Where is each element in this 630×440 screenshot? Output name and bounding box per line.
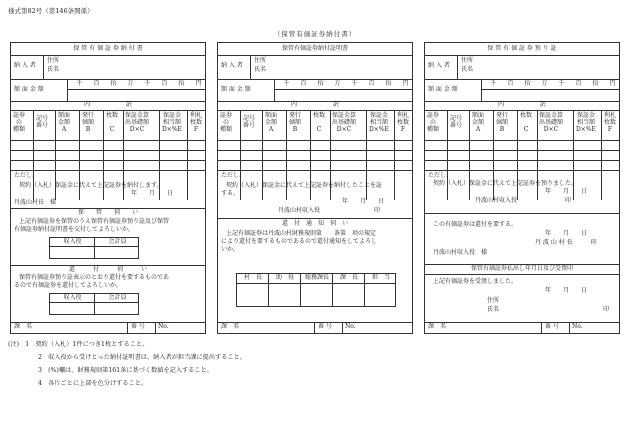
return-title: 還 付 伺 い <box>68 266 147 273</box>
number-label: 番 号 <box>131 323 145 330</box>
col-issue: 発行 価額 B <box>289 112 302 133</box>
digit-headers: 千 百 拾 万 千 百 拾 円 <box>490 80 616 87</box>
payer-label: 納 入 者 <box>14 62 36 69</box>
tadashi-text: ただし、 <box>14 172 39 179</box>
col-interest: 利札 枚数 F <box>604 112 617 133</box>
address-label: 住所 <box>47 57 60 64</box>
col-count: 枚数 C <box>313 112 326 133</box>
tadashi-text: ただし、 <box>221 172 246 179</box>
mayor-signature: 丹 波 山 村 長 印 <box>535 239 597 246</box>
kamei-label: 課 名 <box>221 323 240 330</box>
seal-mark: 印 <box>603 306 610 313</box>
number-label: 番 号 <box>318 323 332 330</box>
col-interest: 利札 枚数 F <box>190 112 203 133</box>
col-face: 額面 金額 A <box>58 112 71 133</box>
col-count: 枚数 C <box>520 112 533 133</box>
payer-label: 納 入 者 <box>428 62 450 69</box>
addressee: 丹波山村収入役 様 <box>433 249 488 256</box>
digit-headers: 千 百 拾 万 千 百 拾 円 <box>76 80 202 87</box>
payout-title: 保管有価証券払出し年月日及び受領印 <box>470 265 573 272</box>
return-notice-text-2: により還付を要するものであるので還付通知をしてよろし <box>221 238 378 245</box>
panel-deposit-slip <box>10 42 206 334</box>
kamei-label: 課 名 <box>428 323 447 330</box>
custody-text-1: 上記有価証券を保管のうえ保管有価証券預り証及び保管 <box>19 218 170 225</box>
number-label: 番 号 <box>545 323 559 330</box>
return-notice-title: 還 付 通 知 伺 い <box>281 220 348 227</box>
address-label: 住所 <box>254 57 267 64</box>
return-text-1: 保管有価証券預り証表示のとおり還付を要するものであ <box>19 274 170 281</box>
col-count: 枚数 C <box>106 112 119 133</box>
date-line: 年 月 日 <box>131 190 174 197</box>
no-label: No. <box>572 323 583 330</box>
col-type: 証券 の 種類 <box>427 112 440 133</box>
breakdown-label: 内 訳 <box>83 101 132 108</box>
col-face: 額面 金額 A <box>472 112 485 133</box>
col-equiv: 保証金 相当額 D×%E <box>369 112 389 133</box>
mayor-name: 丹波山村長 様 <box>14 199 57 206</box>
col-face: 額面 金額 A <box>265 112 278 133</box>
treasurer-signature: 丹波山村収入役 印 <box>475 197 572 204</box>
amount-label: 額 面 金 額 <box>221 86 251 93</box>
return-text-2: るので有価証券を還付してよろしいか。 <box>14 282 123 289</box>
recipient-address: 住所 <box>487 297 500 304</box>
amount-label: 額 面 金 額 <box>428 86 458 93</box>
name-label: 氏名 <box>461 66 474 73</box>
amount-label: 額 面 金 額 <box>14 86 44 93</box>
deposit-statement: 契約（入札）保証金に代えて上記証券を納付します。 <box>19 182 163 189</box>
address-label: 住所 <box>461 57 474 64</box>
approval-stamp-table: 村 長 助 役 総務課長 課 長 担 当 <box>236 273 396 307</box>
treasurer-signature: 丹波山村収入役 印 <box>278 207 381 214</box>
date-line: 年 月 日 <box>545 188 588 195</box>
col-issue: 発行 価額 B <box>82 112 95 133</box>
panel-title: 保管有価証券納付証明書 <box>281 45 348 52</box>
panel-payment-certificate <box>217 42 413 334</box>
payer-label: 納 入 者 <box>221 62 243 69</box>
col-type: 証券 の 種類 <box>13 112 26 133</box>
no-label: No. <box>345 323 356 330</box>
received-text: 上記有価証券を受領しました。 <box>433 278 518 285</box>
note-3: 3 (%)欄は、財務規則第161条に基づく数値を記入すること。 <box>38 367 213 374</box>
no-label: No. <box>158 323 169 330</box>
kamei-label: 課 名 <box>14 323 33 330</box>
date-line-2: 年 月 日 <box>545 230 588 237</box>
col-interest: 利札 枚数 F <box>397 112 410 133</box>
name-label: 氏名 <box>254 66 267 73</box>
certificate-statement-1: 契約（入札）保証金に代えて上記証券を納付したことを証 <box>226 182 383 189</box>
col-issue: 発行 価額 B <box>496 112 509 133</box>
date-line-3: 年 月 日 <box>545 287 588 294</box>
custody-approval-box: 収入役 会計員 <box>49 237 139 259</box>
panel-title: 保 管 有 価 証 券 納 付 書 <box>73 45 143 52</box>
return-required-text: この有価証券は還付を要する。 <box>433 221 518 228</box>
breakdown-label: 内 訳 <box>497 101 546 108</box>
breakdown-label: 内 訳 <box>290 101 339 108</box>
recipient-name: 氏名 <box>487 306 500 313</box>
col-equiv: 保証金 相当額 D×%E <box>162 112 182 133</box>
return-notice-text-1: 上記有価証券は丹波山村財務規則第 条第 項の規定 <box>226 230 377 237</box>
form-title: （保管有価証券納付書） <box>273 30 357 38</box>
custody-text-2: 有価証券納付証明書を交付してよろしいか。 <box>14 226 135 233</box>
col-calc: 保証金算 出基礎額 D×C <box>332 112 357 133</box>
col-calc: 保証金算 出基礎額 D×C <box>539 112 564 133</box>
note-4: 4 各片ごとに上部を色分けすること。 <box>38 380 148 387</box>
return-notice-text-3: いか。 <box>221 246 240 253</box>
return-approval-box: 収入役 会計員 <box>49 293 139 315</box>
receipt-statement: 契約（入札）保証金に代えて上記証券を預りました。 <box>433 180 578 187</box>
note-1: (注) 1 契約（入札）1件につき1枚とすること。 <box>8 341 149 348</box>
digit-headers: 千 百 拾 万 千 百 拾 円 <box>283 80 409 87</box>
col-symbol: 記号 番号 <box>243 115 256 129</box>
tadashi-text: ただし、 <box>428 172 453 179</box>
panel-custody-receipt <box>424 42 620 334</box>
form-number: 様式第82号（第146条関係） <box>8 7 94 15</box>
panel-title: 保 管 有 価 証 券 預 り 証 <box>487 45 557 52</box>
name-label: 氏名 <box>47 66 60 73</box>
col-type: 証券 の 種類 <box>220 112 233 133</box>
date-line: 年 月 日 <box>342 198 385 205</box>
certificate-statement-2: する。 <box>221 190 240 197</box>
col-calc: 保証金算 出基礎額 D×C <box>125 112 150 133</box>
col-symbol: 記号 番号 <box>36 115 49 129</box>
col-equiv: 保証金 相当額 D×%E <box>576 112 596 133</box>
col-symbol: 記号 番号 <box>450 115 463 129</box>
note-2: 2 収入役から受けとった納付証明書は、納入者が担当課に提出すること。 <box>38 354 246 361</box>
custody-title: 保 管 伺 い <box>77 209 138 216</box>
